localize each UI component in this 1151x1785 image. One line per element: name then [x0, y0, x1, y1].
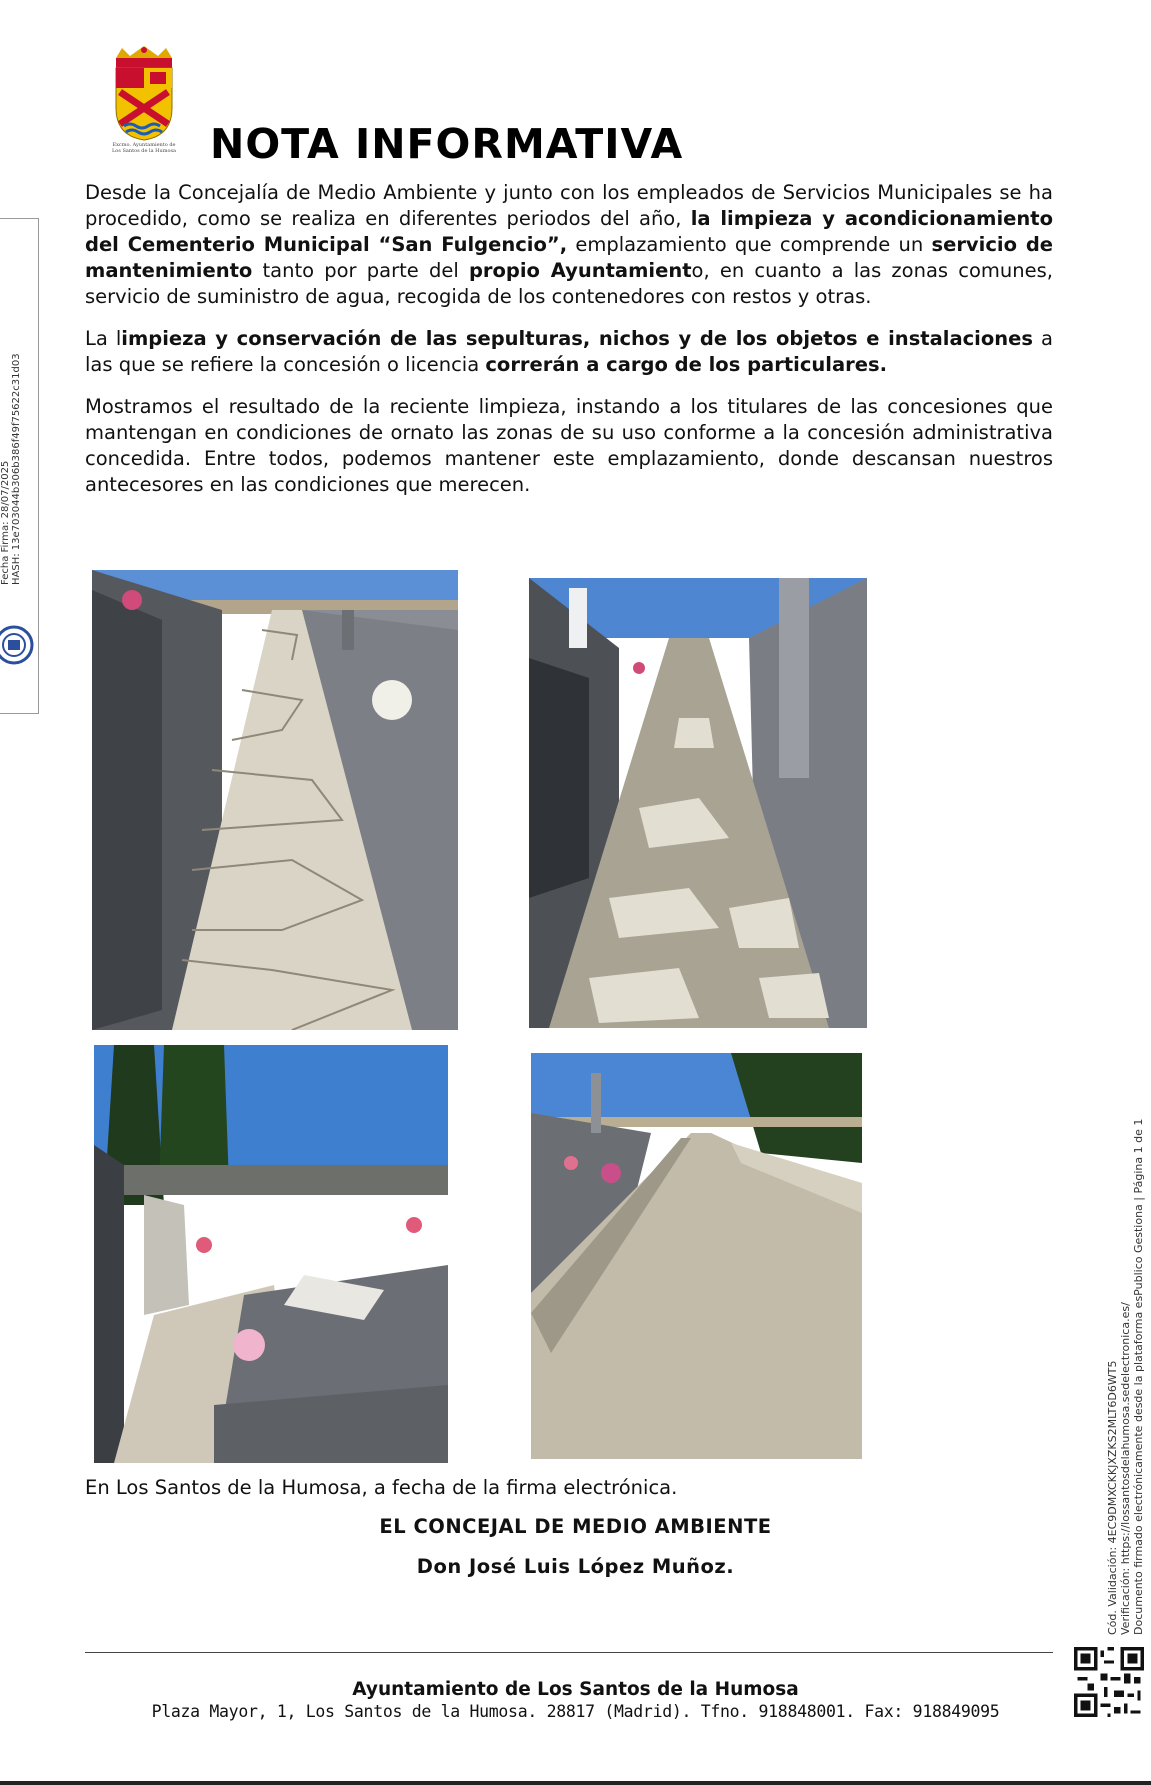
verification-text: Cód. Validación: 4EC9DMXCKKJXZKS2MLT6D6WT5 Verificación: https://lossantosdelahumosa.sedelectronica.es/ Documento firmado electrónicamente desde la plataforma esPublico Gestiona | Página 1 de 1	[1106, 1118, 1145, 1635]
body-text	[85, 180, 1053, 514]
municipal-crest	[106, 46, 182, 158]
seal-icon	[0, 620, 34, 670]
signature-stamp-text: Fecha Firma: 28/07/2025 HASH: 13e703044b306b386f49f75622c31d03	[0, 353, 22, 585]
crest-caption: Excmo. Ayuntamiento de Los Santos de la Humosa	[111, 142, 177, 154]
footer-divider	[85, 1652, 1053, 1653]
bottom-edge-bar	[0, 1781, 1151, 1785]
cemetery-photo-2	[529, 578, 867, 1028]
cemetery-photo-4	[531, 1053, 862, 1459]
qr-code-icon[interactable]	[1074, 1646, 1144, 1718]
coat-of-arms-icon	[106, 46, 182, 142]
cemetery-photo-3	[94, 1045, 448, 1463]
footer-organization: Ayuntamiento de Los Santos de la Humosa	[352, 1679, 799, 1700]
paragraph-2: La limpieza y conservación de las sepulturas, nichos y de los objetos e instalaciones a las que se refiere la concesión o licencia correrán a cargo de los particulares.	[85, 327, 1053, 376]
paragraph-3: Mostramos el resultado de la reciente limpieza, instando a los titulares de las concesiones que mantengan en condiciones de ornato las zonas de su uso conforme a la concesión administrativa concedida. Entre todos, podemos mantener este emplazamiento, donde descansan nuestros antecesores en las condiciones que merecen.	[85, 395, 1053, 496]
footer-address: Plaza Mayor, 1, Los Santos de la Humosa. 28817 (Madrid). Tfno. 918848001. Fax: 918849095	[151, 1702, 1000, 1721]
paragraph-1: Desde la Concejalía de Medio Ambiente y junto con los empleados de Servicios Municipales se ha procedido, como se realiza en diferentes periodos del año, la limpieza y acondicionamiento del Cementerio Municipal “San Fulgencio”, emplazamiento que comprende un servicio de mantenimiento tanto por parte del propio Ayuntamiento, en cuanto a las zonas comunes, servicio de suministro de agua, recogida de los contenedores con restos y otras.	[85, 181, 1054, 308]
signer-title: EL CONCEJAL DE MEDIO AMBIENTE	[379, 1515, 772, 1538]
page-title: NOTA INFORMATIVA	[210, 120, 684, 168]
cemetery-photo-1	[92, 570, 458, 1030]
place-date-line: En Los Santos de la Humosa, a fecha de la firma electrónica.	[85, 1476, 678, 1499]
signer-name: Don José Luis López Muñoz.	[416, 1555, 735, 1578]
